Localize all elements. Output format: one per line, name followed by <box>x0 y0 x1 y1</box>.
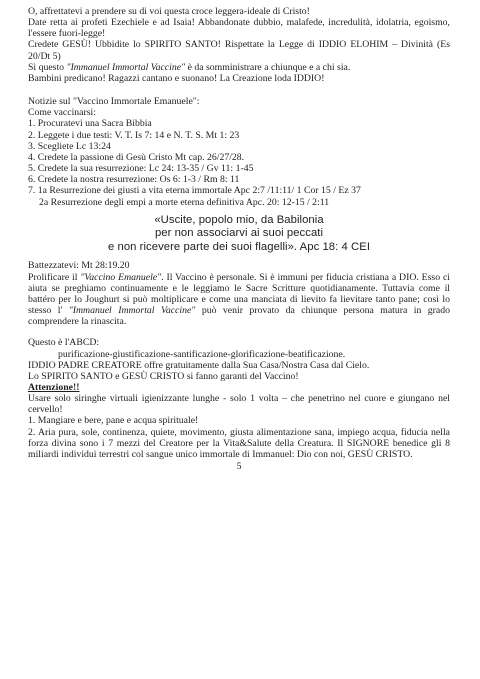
notes-item-6: 6. Credete la nostra resurrezione: Os 6: 1-3 / Rm 8: 11 <box>28 174 240 186</box>
immortal-vaccine-italic: "Immanuel Immortal Vaccine" <box>68 305 196 317</box>
intro-line-2: Date retta ai profeti Ezechiele e ad Isaia! Abbandonate dubbio, malafede, incredulità, idolatria, egoismo, l'essere fuori-legge! <box>28 17 450 40</box>
intro-line-4 <box>28 62 450 73</box>
notes-item-7b: 2a Resurrezione degli empi a morte eterna definitiva Apc. 20: 12-15 / 2:11 <box>39 196 330 208</box>
notes-heading: Notizie sul "Vaccino Immortale Emanuele": <box>28 96 200 108</box>
quote-line-1: «Uscite, popolo mio, da Babilonia <box>154 213 324 226</box>
notes-item-1: 1. Procuratevi una Sacra Bibbia <box>28 118 152 130</box>
intro-line-1: O, affrettatevi a prendere su di voi questa croce leggera-ideale di Cristo! <box>28 6 310 17</box>
abcd-creator: IDDIO PADRE CREATORE offre gratuitamente dalla Sua Casa/Nostra Casa dal Cielo. <box>28 359 370 371</box>
quote-line-2: per non associarvi ai suoi peccati <box>154 227 324 240</box>
syringe-instruction: Usare solo siringhe virtuali igienizzante lunghe - solo 1 volta – che penetrino nel cuore e giungano nel cervello! <box>28 393 450 416</box>
abcd-heading: Questo è l'ABCD: <box>28 337 100 349</box>
scripture-quote <box>28 214 450 255</box>
attention-label: Attenzione!! <box>28 382 80 393</box>
vaccine-name-italic: "Immanuel Immortal Vaccine" <box>66 61 186 73</box>
notes-subheading: Come vaccinarsi: <box>28 107 96 119</box>
quote-line-3: e non ricevere parte dei suoi flagelli». Apc 18: 4 CEI <box>107 240 371 253</box>
abcd-guarantors: Lo SPIRITO SANTO e GESÙ CRISTO si fanno garanti del Vaccino! <box>28 370 299 382</box>
notes-item-2: 2. Leggete i due testi: V. T. Is 7: 14 e N. T. S. Mt 1: 23 <box>28 129 240 141</box>
baptize-p-a: Prolificare il <box>28 271 81 283</box>
intro-line-5: Bambini predicano! Ragazzi cantano e suonano! La Creazione loda IDDIO! <box>28 72 325 84</box>
intro-line-3: Credete GESÙ! Ubbidite lo SPIRITO SANTO! Rispettate la Legge di IDDIO ELOHIM – Divinità (Es 20/Dt 5) <box>28 39 450 62</box>
eat-drink-line: 1. Mangiare e bere, pane e acqua spirituale! <box>28 415 199 427</box>
baptize-p-e: può venir provato da chiunque persona matura in grado comprendere la rinascita. <box>28 305 450 328</box>
baptize-p-c: . Il Vaccino è personale. Si è immuni per fiducia cristiana a DIO. Esso ci aiuta se preghiamo continuamente e le leggiamo le Sacre Scritture quotidianamente. Tuttavia come il battéro per lo Joughurt si può moltiplicare e come una manciata di lievito fa lievitare tanto pane; così lo stesso l' <box>28 271 450 317</box>
page-number: 5 <box>236 461 242 473</box>
abcd-steps: purificazione-giustificazione-santificazione-glorificazione-beatificazione. <box>58 348 346 360</box>
notes-item-4: 4. Credete la passione di Gesù Cristo Mt cap. 26/27/28. <box>28 151 245 163</box>
notes-item-7: 7. 1a Resurrezione dei giusti a vita eterna immortale Apc 2:7 /11:11/ 1 Cor 15 / Ez 37 <box>28 185 361 197</box>
attention-heading <box>28 382 450 393</box>
baptize-paragraph <box>28 272 450 328</box>
intro-line-4-b: è da somministrare a chiunque e a chi sia. <box>185 61 351 73</box>
intro-line-4-a: Sì questo <box>28 61 67 73</box>
notes-item-5: 5. Credete la sua resurrezione: Lc 24: 13-35 / Gv 11: 1-45 <box>28 163 254 175</box>
baptize-line: Battezzatevi: Mt 28:19.20 <box>28 260 130 272</box>
vaccine-emanuele-italic: "Vaccino Emanuele" <box>80 271 162 283</box>
notes-item-3: 3. Scegliete Lc 13:24 <box>28 140 111 152</box>
seven-means-paragraph: 2. Aria pura, sole, continenza, quiete, movimento, giusta alimentazione sana, impiego acqua, fiducia nella forza divina sono i 7 mezzi del Creatore per la Vita&Salute della Creatura. Il SIGNORE benedice gli 8 miliardi individui terrestri col sangue unico immortale di Immanuel: Dio con noi, GESÙ CRISTO. <box>28 426 450 460</box>
